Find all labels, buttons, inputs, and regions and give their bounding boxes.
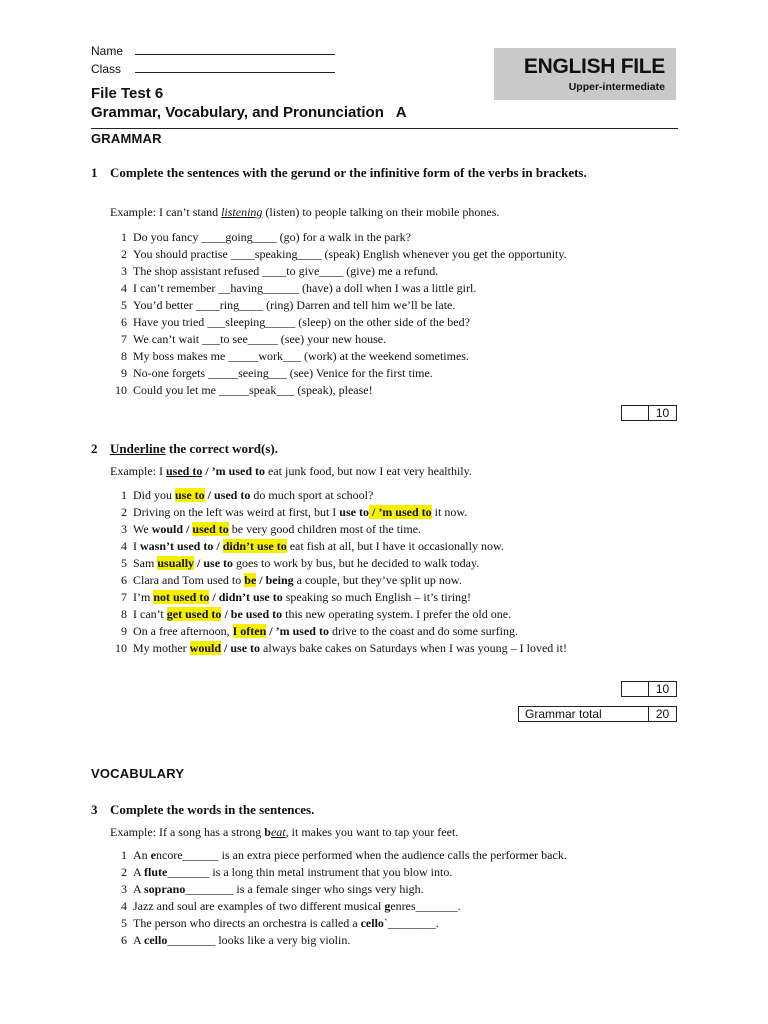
score-blank[interactable]: [621, 681, 649, 697]
list-item[interactable]: [100, 365, 567, 382]
q2-example: [110, 464, 472, 479]
item-text: Clara and Tom used to: [133, 573, 245, 587]
item-number: 9: [121, 624, 127, 638]
item-text: We: [133, 522, 152, 536]
item-text: Do you fancy ____going____ (go) for a walk in the park?: [133, 230, 411, 244]
item-text: be very good children most of the time.: [228, 522, 422, 536]
q2-text: the correct word(s).: [165, 441, 279, 456]
item-number: 7: [121, 590, 127, 604]
item-answer: g: [384, 899, 391, 913]
item-text: My mother: [133, 641, 190, 655]
list-item[interactable]: [100, 521, 567, 538]
item-text: You’d better ____ring____ (ring) Darren and tell him we’ll be late.: [133, 298, 456, 312]
list-item[interactable]: [100, 847, 567, 864]
item-text: I can’t: [133, 607, 167, 621]
item-text: drive to the coast and do some surfing.: [328, 624, 518, 638]
item-text: A: [133, 882, 145, 896]
item-number: 1: [121, 848, 127, 862]
class-field[interactable]: [91, 62, 335, 76]
list-item[interactable]: [100, 263, 567, 280]
item-text: it now.: [431, 505, 468, 519]
option-slash: /: [194, 556, 204, 570]
item-number: 2: [121, 865, 127, 879]
list-item[interactable]: [100, 623, 567, 640]
option-a[interactable]: usually: [157, 556, 195, 570]
option-a[interactable]: use to: [175, 488, 205, 502]
grammar-heading: GRAMMAR: [91, 131, 162, 146]
item-number: 2: [121, 505, 127, 519]
score-value: 10: [649, 681, 677, 697]
class-label: Class: [91, 62, 122, 76]
option-slash: /: [204, 488, 215, 502]
item-text: do much sport at school?: [250, 488, 374, 502]
q3-number: 3: [91, 802, 98, 817]
list-item[interactable]: [100, 915, 567, 932]
example-text: (listen) to people talking on their mobile phones.: [262, 205, 500, 219]
option-b[interactable]: use to: [203, 556, 234, 570]
example-answer: listening: [221, 205, 263, 219]
option-b[interactable]: used to: [214, 488, 251, 502]
option-b[interactable]: didn’t use to: [218, 590, 283, 604]
q1-instruction: [91, 164, 651, 181]
q3-text: Complete the words in the sentences.: [110, 802, 315, 817]
item-text: I can’t remember __having______ (have) a doll when I was a little girl.: [133, 281, 477, 295]
item-text: Sam: [133, 556, 158, 570]
grammar-total-box: [518, 706, 677, 722]
item-text: `________.: [383, 916, 439, 930]
item-number: 5: [121, 298, 127, 312]
test-subtitle: Grammar, Vocabulary, and Pronunciation A: [91, 104, 407, 121]
option-slash: /: [213, 539, 223, 553]
option-a[interactable]: I often: [232, 624, 267, 638]
item-answer: cello: [144, 933, 168, 947]
name-field[interactable]: [91, 44, 335, 58]
example-label: Example:: [110, 825, 156, 839]
item-text: I: [133, 539, 140, 553]
item-text: You should practise ____speaking____ (speak) English whenever you get the opportunity.: [133, 247, 567, 261]
name-line[interactable]: [135, 45, 335, 55]
item-number: 8: [121, 349, 127, 363]
item-number: 4: [121, 899, 127, 913]
option-a[interactable]: not used to: [153, 590, 210, 604]
item-text: No-one forgets _____seeing___ (see) Venice for the first time.: [133, 366, 433, 380]
class-line[interactable]: [135, 63, 335, 73]
item-text: ________ is a female singer who sings very high.: [185, 882, 424, 896]
item-text: Did you: [133, 488, 175, 502]
list-item[interactable]: [100, 504, 567, 521]
q2-instruction: [91, 440, 651, 457]
option-b[interactable]: be used to: [230, 607, 283, 621]
option-a[interactable]: would: [189, 641, 222, 655]
item-number: 3: [121, 882, 127, 896]
example-text: I can’t stand: [155, 205, 222, 219]
grammar-total-label: Grammar total: [518, 706, 649, 722]
item-text: always bake cakes on Saturdays when I was young – I loved it!: [260, 641, 567, 655]
item-text: On a free afternoon,: [133, 624, 233, 638]
item-number: 3: [121, 522, 127, 536]
option-b[interactable]: used to: [192, 522, 229, 536]
item-answer: e: [150, 848, 156, 862]
example-text: , it makes you want to tap your feet.: [285, 825, 459, 839]
item-text: A: [133, 865, 145, 879]
q2-list: [100, 487, 567, 657]
list-item[interactable]: [100, 297, 567, 314]
item-text: _______ is a long thin metal instrument that you blow into.: [167, 865, 453, 879]
option-a[interactable]: use to: [339, 505, 369, 519]
item-number: 5: [121, 916, 127, 930]
option-slash: /: [221, 641, 231, 655]
item-number: 10: [115, 641, 127, 655]
item-text: eat fish at all, but I have it occasionally now.: [286, 539, 504, 553]
item-number: 4: [121, 281, 127, 295]
example-answer: used to: [165, 464, 203, 478]
example-text: eat junk food, but now I eat very healthily.: [265, 464, 472, 478]
q2-number: 2: [91, 441, 98, 456]
q1-text: Complete the sentences with the gerund or the infinitive form of the verbs in brackets.: [110, 165, 587, 180]
item-text: Driving on the left was weird at first, but I: [133, 505, 340, 519]
item-number: 3: [121, 264, 127, 278]
option-b[interactable]: ’m used to: [378, 505, 432, 519]
item-text: We can’t wait ___to see_____ (see) your new house.: [133, 332, 387, 346]
item-number: 10: [115, 383, 127, 397]
item-number: 4: [121, 539, 127, 553]
example-text: I: [155, 464, 166, 478]
example-option: ’m used to: [211, 464, 266, 478]
item-number: 5: [121, 556, 127, 570]
item-text: The shop assistant refused ____to give____ (give) me a refund.: [133, 264, 439, 278]
option-b[interactable]: ’m used to: [275, 624, 329, 638]
item-number: 9: [121, 366, 127, 380]
list-item[interactable]: [100, 640, 567, 657]
item-text: this new operating system. I prefer the old one.: [282, 607, 512, 621]
item-answer: cello: [360, 916, 384, 930]
item-text: ________ looks like a very big violin.: [167, 933, 351, 947]
underline-word: Underline: [110, 441, 166, 456]
list-item[interactable]: [100, 606, 567, 623]
brand-logo: [494, 48, 676, 100]
item-text: An: [133, 848, 151, 862]
name-label: Name: [91, 44, 124, 58]
item-text: a couple, but they’ve split up now.: [293, 573, 462, 587]
q1-list: [100, 229, 567, 399]
option-a[interactable]: get used to: [166, 607, 222, 621]
example-letter: b: [264, 825, 271, 839]
list-item[interactable]: [100, 246, 567, 263]
item-text: Could you let me _____speak___ (speak), please!: [133, 383, 373, 397]
q3-instruction: [91, 801, 651, 818]
list-item[interactable]: [100, 555, 567, 572]
option-slash: /: [183, 522, 193, 536]
example-label: Example:: [110, 205, 156, 219]
q3-list: [100, 847, 567, 949]
item-answer: flute: [144, 865, 168, 879]
list-item[interactable]: [100, 572, 567, 589]
list-item[interactable]: [100, 589, 567, 606]
item-answer: soprano: [144, 882, 186, 896]
option-slash: /: [221, 607, 231, 621]
vocabulary-heading: VOCABULARY: [91, 766, 185, 781]
item-text: goes to work by bus, but he decided to walk today.: [233, 556, 480, 570]
item-text: My boss makes me _____work___ (work) at the weekend sometimes.: [133, 349, 469, 363]
q2-score-box: [621, 681, 677, 697]
list-item[interactable]: [100, 382, 567, 399]
option-slash: /: [256, 573, 266, 587]
item-number: 7: [121, 332, 127, 346]
option-a[interactable]: wasn’t used to: [140, 539, 214, 553]
brand-subtitle: Upper-intermediate: [568, 81, 665, 93]
option-a[interactable]: would: [151, 522, 184, 536]
item-number: 6: [121, 573, 127, 587]
item-number: 6: [121, 315, 127, 329]
list-item[interactable]: [100, 881, 567, 898]
list-item[interactable]: [100, 348, 567, 365]
score-value: 10: [649, 405, 677, 421]
brand-title: ENGLISH FILE: [523, 55, 665, 78]
test-title: File Test 6: [91, 85, 164, 102]
list-item[interactable]: [100, 487, 567, 504]
list-item[interactable]: [100, 864, 567, 881]
header-divider: [91, 128, 678, 129]
item-text: ncore______ is an extra piece performed when the audience calls the performer back.: [156, 848, 567, 862]
option-b[interactable]: didn’t use to: [222, 539, 287, 553]
grammar-total-score: 20: [649, 706, 677, 722]
list-item[interactable]: [100, 229, 567, 246]
item-text: enres_______.: [390, 899, 461, 913]
item-number: 8: [121, 607, 127, 621]
list-item[interactable]: [100, 331, 567, 348]
item-number: 1: [121, 488, 127, 502]
item-number: 1: [121, 230, 127, 244]
list-item[interactable]: [100, 898, 567, 915]
list-item[interactable]: [100, 314, 567, 331]
item-text: A: [133, 933, 145, 947]
example-slash: /: [202, 464, 212, 478]
option-b[interactable]: being: [265, 573, 294, 587]
option-slash: /: [209, 590, 219, 604]
list-item[interactable]: [100, 932, 567, 949]
item-number: 6: [121, 933, 127, 947]
item-text: I’m: [133, 590, 154, 604]
item-text: Jazz and soul are examples of two different musical: [133, 899, 385, 913]
example-answer: eat: [270, 825, 286, 839]
item-number: 2: [121, 247, 127, 261]
item-text: speaking so much English – it’s tiring!: [282, 590, 472, 604]
example-text: If a song has a strong: [155, 825, 265, 839]
q1-number: 1: [91, 165, 98, 180]
score-blank[interactable]: [621, 405, 649, 421]
list-item[interactable]: [100, 280, 567, 297]
q1-example: [110, 205, 499, 220]
q3-example: [110, 825, 458, 840]
option-slash: /: [266, 624, 276, 638]
option-a[interactable]: be: [244, 573, 257, 587]
option-slash: /: [368, 505, 379, 519]
example-label: Example:: [110, 464, 156, 478]
list-item[interactable]: [100, 538, 567, 555]
item-text: Have you tried ___sleeping_____ (sleep) on the other side of the bed?: [133, 315, 470, 329]
item-text: The person who directs an orchestra is called a: [133, 916, 361, 930]
q1-score-box: [621, 405, 677, 421]
option-b[interactable]: use to: [230, 641, 261, 655]
